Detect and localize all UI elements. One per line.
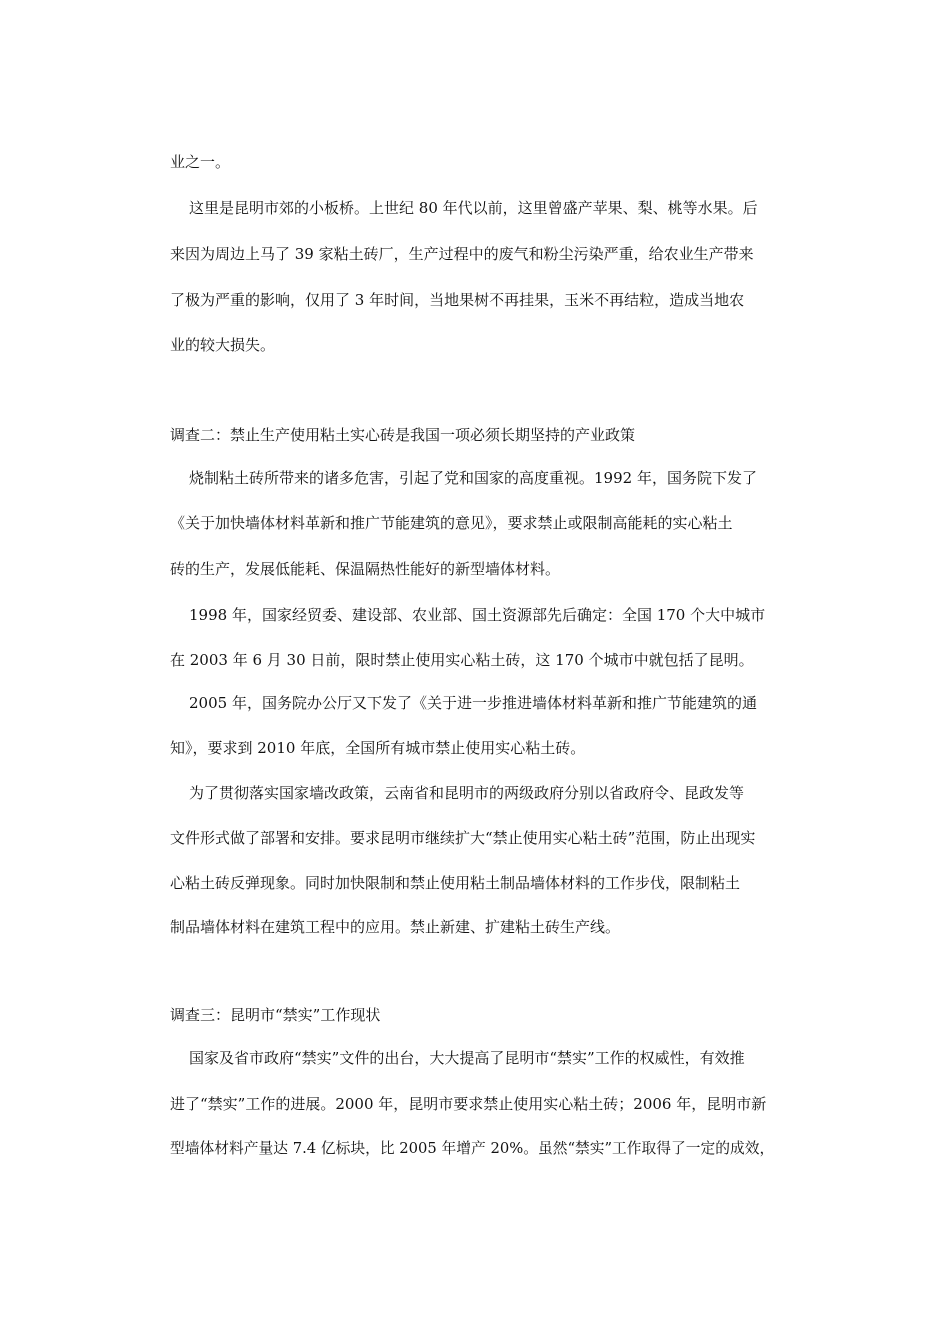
paragraph-line: 制品墙体材料在建筑工程中的应用。禁止新建、扩建粘土砖生产线。 — [170, 918, 621, 936]
paragraph-line: 《关于加快墙体材料革新和推广节能建筑的意见》，要求禁止或限制高能耗的实心粘土 — [170, 514, 733, 532]
paragraph-line: 业之一。 — [170, 153, 231, 171]
paragraph-line: 烧制粘土砖所带来的诸多危害，引起了党和国家的高度重视。1992 年，国务院下发了 — [189, 469, 757, 487]
paragraph-line: 这里是昆明市郊的小板桥。上世纪 80 年代以前，这里曾盛产苹果、梨、桃等水果。后 — [189, 199, 758, 217]
paragraph-line: 砖的生产，发展低能耗、保温隔热性能好的新型墙体材料。 — [170, 560, 561, 578]
section-heading: 调查二：禁止生产使用粘土实心砖是我国一项必须长期坚持的产业政策 — [170, 426, 636, 444]
paragraph-line: 业的较大损失。 — [170, 336, 276, 354]
paragraph-line: 为了贯彻落实国家墙改政策，云南省和昆明市的两级政府分别以省政府令、昆政发等 — [189, 784, 745, 802]
section-heading: 调查三：昆明市“禁实”工作现状 — [170, 1006, 381, 1024]
paragraph-line: 心粘土砖反弹现象。同时加快限制和禁止使用粘土制品墙体材料的工作步伐，限制粘土 — [170, 874, 741, 892]
paragraph-line: 来因为周边上马了 39 家粘土砖厂，生产过程中的废气和粉尘污染严重，给农业生产带来 — [170, 245, 754, 263]
paragraph-line: 国家及省市政府“禁实”文件的出台，大大提高了昆明市“禁实”工作的权威性，有效推 — [189, 1049, 745, 1067]
paragraph-line: 2005 年，国务院办公厅又下发了《关于进一步推进墙体材料革新和推广节能建筑的通 — [189, 694, 757, 712]
paragraph-line: 知》，要求到 2010 年底，全国所有城市禁止使用实心粘土砖。 — [170, 739, 586, 757]
paragraph-line: 1998 年，国家经贸委、建设部、农业部、国土资源部先后确定：全国 170 个大中城市 — [189, 606, 766, 624]
paragraph-line: 进了“禁实”工作的进展。2000 年，昆明市要求禁止使用实心粘土砖；2006 年，昆明市新 — [170, 1095, 767, 1113]
paragraph-line: 文件形式做了部署和安排。要求昆明市继续扩大“禁止使用实心粘土砖”范围，防止出现实 — [170, 829, 756, 847]
paragraph-line: 在 2003 年 6 月 30 日前，限时禁止使用实心粘土砖，这 170 个城市中就包括了昆明。 — [170, 651, 754, 669]
paragraph-line: 型墙体材料产量达 7.4 亿标块，比 2005 年增产 20%。虽然“禁实”工作取得了一定的成效， — [170, 1140, 775, 1157]
paragraph-line: 了极为严重的影响，仅用了 3 年时间，当地果树不再挂果，玉米不再结粒，造成当地农 — [170, 291, 745, 309]
